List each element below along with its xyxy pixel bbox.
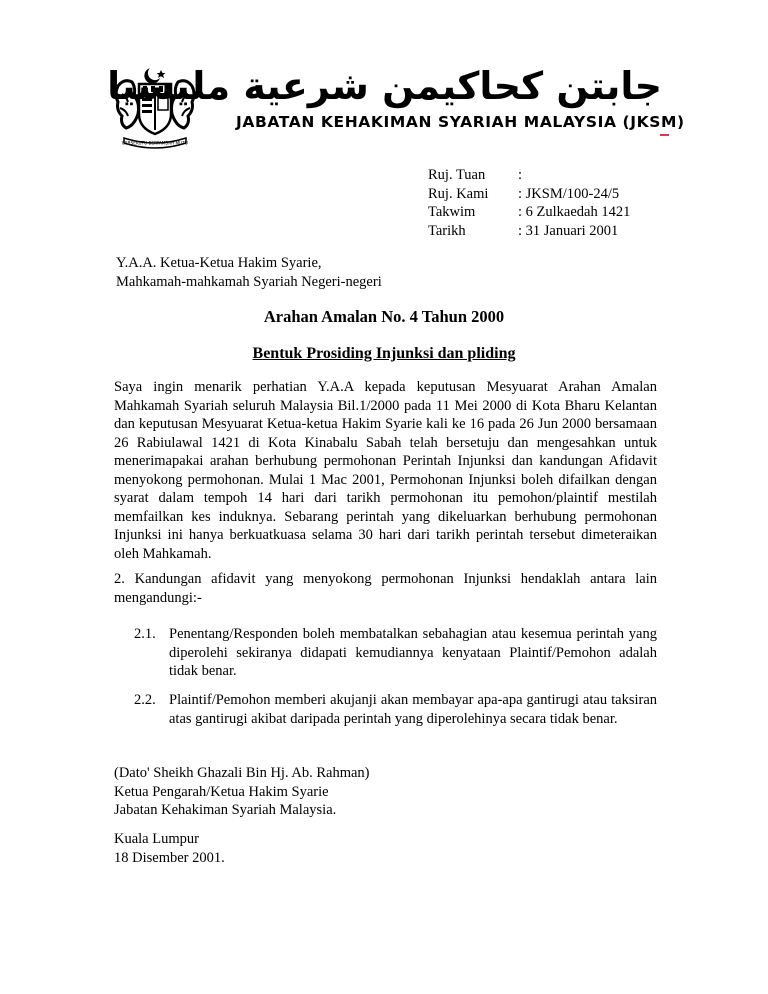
ref-row-ruj-kami (428, 185, 630, 204)
recipient-line: Mahkamah-mahkamah Syariah Negeri-negeri (116, 273, 382, 290)
ref-value: : JKSM/100-24/5 (518, 185, 620, 202)
list-item-text: Penentang/Responden boleh membatalkan sebahagian atau kesemua perintah yang diperolehi sekiranya didapati kemudiannya kenyataan Plaintif/Pemohon adalah tidak benar. (169, 626, 657, 679)
body-paragraph: Saya ingin menarik perhatian Y.A.A kepada keputusan Mesyuarat Arahan Amalan Mahkamah Syariah seluruh Malaysia Bil.1/2000 pada 11 Mei 2000 di Kota Bharu Kelantan dan keputusan Mesyuarat Ketua-ketua Hakim Syarie kali ke 16 pada 26 Jun 2000 bersamaan 26 Rabiulawal 1421 di Kota Kinabalu Sabah telah bersetuju dan mengesahkan untuk menerimapakai arahan berhubung permohonan Perintah Injunksi dan kandungan Afidavit menyokong permohonan. Mulai 1 Mac 2001, Permohonan Injunksi boleh difailkan dengan syarat dalam tempoh 14 hari dari tarikh permohonan itu pemohon/plaintif mestilah memfailkan kes induknya. Sebarang perintah yang dikeluarkan berhubung permohonan Injunksi ini hanya berkuatkuasa selama 30 hari dari tarikh perintah tersebut dimeteraikan oleh Mahkamah. (114, 379, 657, 562)
red-accent-mark (660, 134, 669, 136)
ref-value: : 6 Zulkaedah 1421 (518, 204, 631, 220)
document-title: Arahan Amalan No. 4 Tahun 2000 (263, 307, 505, 326)
signatory-department: Jabatan Kehakiman Syariah Malaysia. (114, 802, 337, 818)
arabic-department-name: جابتن كحاكيمن شرعية مليسيا (107, 64, 662, 108)
ref-value: : 31 Januari 2001 (518, 222, 619, 239)
recipient-block (116, 254, 382, 291)
list-item-number: 2.2. (134, 692, 156, 708)
list-item-text: Plaintif/Pemohon memberi akujanji akan membayar apa-apa gantirugi atau taksiran atas gantirugi akibat daripada perintah yang diperolehinya secara tidak benar. (169, 692, 657, 727)
ref-row-tarikh (428, 222, 630, 241)
date: 18 Disember 2001. (114, 849, 225, 866)
crest-motto: BERSEKUTU BERTAMBAH MUTU (122, 140, 188, 146)
signatory-position: Ketua Pengarah/Ketua Hakim Syarie (114, 783, 329, 800)
signatory-name: (Dato' Sheikh Ghazali Bin Hj. Ab. Rahman) (114, 765, 370, 781)
list-item-number: 2.1. (134, 626, 156, 642)
document-subtitle: Bentuk Prosiding Injunksi dan pliding (252, 345, 516, 362)
signature-block (114, 764, 370, 820)
ref-value: : (518, 167, 523, 183)
list-item (134, 625, 657, 681)
ref-label: Ruj. Tuan (428, 167, 486, 183)
department-name: JABATAN KEHAKIMAN SYARIAH MALAYSIA (JKSM) (236, 113, 685, 131)
ref-row-ruj-tuan (428, 166, 630, 185)
list-item (134, 691, 657, 728)
ref-label: Takwim (428, 204, 476, 220)
reference-block (428, 166, 630, 240)
ref-label: Ruj. Kami (428, 185, 489, 202)
ref-row-takwim (428, 203, 630, 222)
recipient-line: Y.A.A. Ketua-Ketua Hakim Syarie, (116, 255, 322, 271)
place: Kuala Lumpur (114, 831, 199, 847)
place-date-block (114, 830, 225, 867)
body-paragraph: 2. Kandungan afidavit yang menyokong permohonan Injunksi hendaklah antara lain mengandungi:- (114, 571, 657, 606)
ref-label: Tarikh (428, 222, 466, 239)
